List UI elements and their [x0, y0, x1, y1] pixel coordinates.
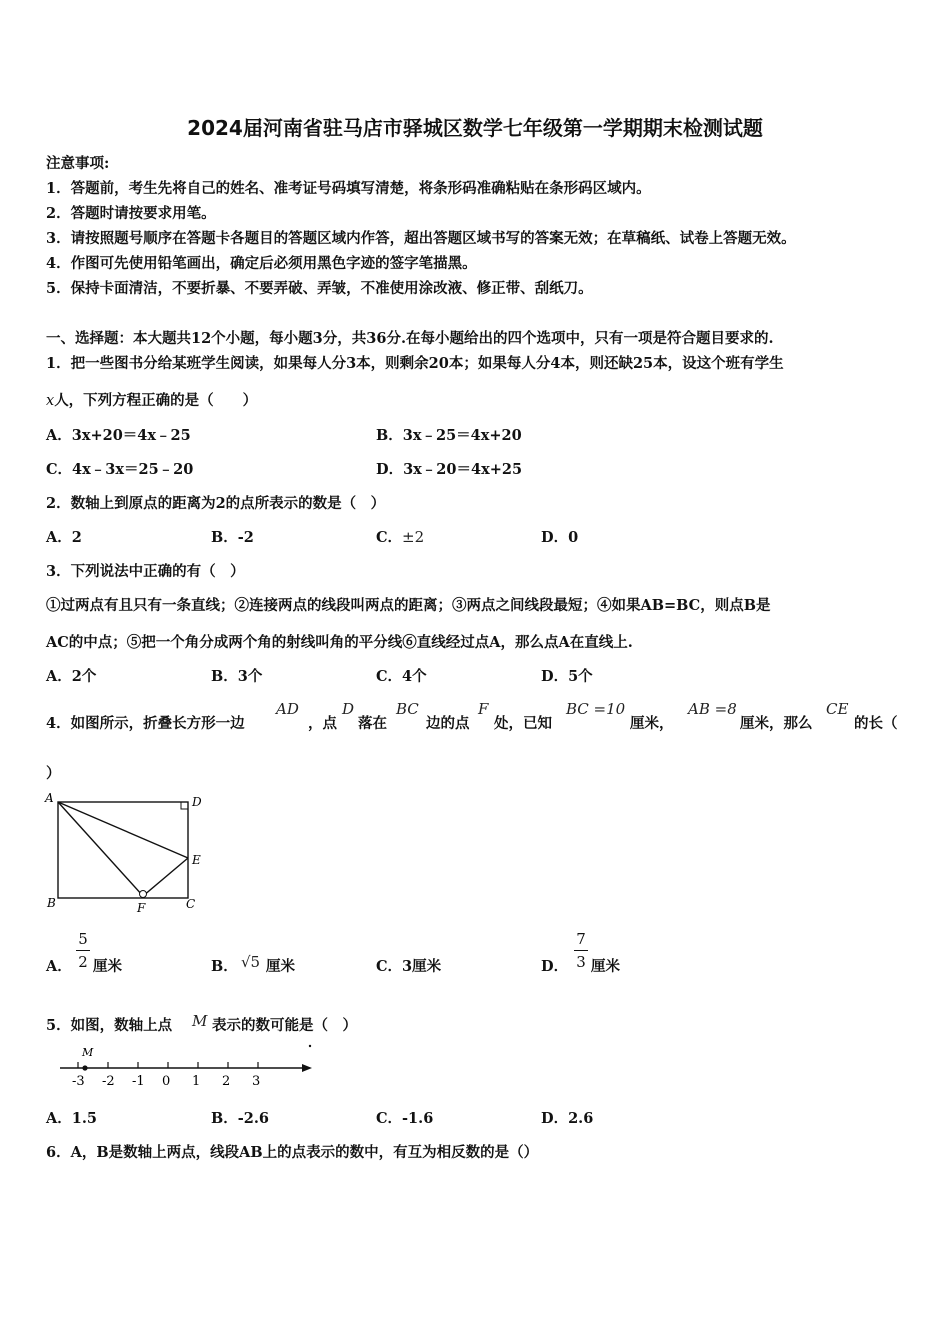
q1-option-b: B．3x﹣25＝4x+20: [376, 427, 522, 444]
q2-option-a: A．2: [46, 529, 82, 546]
q2-option-d: D．0: [541, 529, 579, 546]
q5-option-b: B．-2.6: [211, 1110, 269, 1127]
q4-option-a-fraction: [76, 930, 90, 971]
note-item: 2．答题时请按要求用笔。: [46, 205, 216, 222]
q4-option-d-label: D．: [541, 958, 569, 975]
label-c: C: [186, 897, 196, 911]
q3-option-a: A．2个: [46, 668, 97, 685]
q6-stem: 6．A，B是数轴上两点，线段AB上的点表示的数中，有互为相反数的是（）: [46, 1144, 539, 1161]
segment-fe: [143, 858, 188, 896]
label-a: A: [45, 791, 54, 805]
fraction-bar: [76, 950, 90, 951]
q5-option-d: D．2.6: [541, 1110, 594, 1127]
q4-option-d-unit: 厘米: [591, 958, 620, 975]
q2-stem: 2．数轴上到原点的距离为2的点所表示的数是（ ）: [46, 495, 386, 512]
q5-option-a: A．1.5: [46, 1110, 97, 1127]
number-line-arrow: [302, 1064, 312, 1072]
q4-math-bc10: BC =10: [566, 700, 626, 718]
q4-stem-part6: 厘米，: [630, 715, 674, 732]
fold-line-ae: [58, 802, 188, 858]
q5-stem-part1: 5．如图，数轴上点: [46, 1017, 173, 1034]
q1-stem-line1: 1．把一些图书分给某班学生阅读，如果每人分3本，则剩余20本；如果每人分4本，则还缺25本，设这个班有学生: [46, 355, 784, 372]
q3-option-d: D．5个: [541, 668, 593, 685]
notes-heading: 注意事项:: [46, 155, 110, 172]
q2-option-c-math: ±2: [402, 528, 425, 546]
q5-option-c: C．-1.6: [376, 1110, 434, 1127]
q4-option-d-denominator: 3: [576, 953, 586, 971]
segment-af: [58, 802, 143, 896]
q4-option-b-math: √5: [241, 953, 261, 971]
note-item: 5．保持卡面清洁，不要折暴、不要弄破、弄皱，不准使用涂改液、修正带、刮纸刀。: [46, 280, 593, 297]
q3-option-c: C．4个: [376, 668, 427, 685]
q4-math-f: F: [478, 700, 489, 718]
q4-option-b-label: B．: [211, 958, 238, 975]
number-line-ticks: [72, 1062, 260, 1089]
tick-label: 3: [252, 1074, 261, 1089]
q4-stem-part4: 边的点: [426, 715, 470, 732]
q4-option-a-unit: 厘米: [93, 958, 122, 975]
q1-stem-line2: [46, 389, 257, 410]
q2-option-c-label: C．: [376, 529, 403, 546]
q4-option-b-unit: 厘米: [266, 958, 295, 975]
q5-stem-part2: 表示的数可能是（ ）: [212, 1017, 357, 1034]
q4-rectangle-figure: [40, 788, 210, 918]
q4-stem-part5: 处，已知: [494, 715, 552, 732]
q3-stem: 3．下列说法中正确的有（ ）: [46, 563, 245, 580]
q4-math-ad: AD: [276, 700, 299, 718]
q4-option-c: C．3厘米: [376, 958, 442, 975]
tick-label: -1: [132, 1074, 145, 1089]
q4-option-d-fraction: [574, 930, 588, 971]
section-heading: 一、选择题：本大题共12个小题，每小题3分，共36分.在每小题给出的四个选项中，只有一项是符合题目要求的.: [46, 330, 774, 347]
q1-variable: x: [46, 393, 55, 409]
q4-stem-part1: 4．如图所示，折叠长方形一边: [46, 715, 245, 732]
label-f: F: [137, 901, 146, 915]
point-m-marker: [82, 1065, 87, 1070]
tick-label: -3: [72, 1074, 85, 1089]
note-item: 1．答题前，考生先将自己的姓名、准考证号码填写清楚，将条形码准确粘贴在条形码区域内。: [46, 180, 651, 197]
q4-math-d: D: [342, 700, 355, 718]
q4-option-a-label: A．: [46, 958, 72, 975]
q4-stem-part8: 的长（: [854, 715, 898, 732]
q2-option-b: B．-2: [211, 529, 254, 546]
tick-label: -2: [102, 1074, 115, 1089]
tick-label: 1: [192, 1074, 201, 1089]
q1-option-d: D．3x﹣20＝4x+25: [376, 461, 523, 478]
q3-statements-line1: ①过两点有且只有一条直线；②连接两点的线段叫两点的距离；③两点之间线段最短；④如果AB=BC，则点B是: [46, 597, 771, 614]
q3-option-b: B．3个: [211, 668, 263, 685]
q4-math-ce: CE: [826, 700, 849, 718]
q4-stem-part3: 落在: [358, 715, 387, 732]
q3-statements-line2: AC的中点；⑤把一个角分成两个角的射线叫角的平分线⑥直线经过点A，那么点A在直线上.: [46, 634, 633, 651]
q1-stem-rest: 人，下列方程正确的是（ ）: [54, 392, 258, 409]
q4-math-ab8: AB =8: [688, 700, 737, 718]
q4-stem-close: ）: [46, 765, 61, 782]
right-angle-mark: [181, 802, 188, 809]
q5-number-line: [56, 1040, 326, 1092]
note-item: 3．请按照题号顺序在答题卡各题目的答题区域内作答，超出答题区域书写的答案无效；在草稿纸、试卷上答题无效。: [46, 230, 796, 247]
note-item: 4．作图可先使用铅笔画出，确定后必须用黑色字迹的签字笔描黑。: [46, 255, 477, 272]
q1-option-a: A．3x+20＝4x﹣25: [46, 427, 191, 444]
fraction-bar: [574, 950, 588, 951]
point-f-marker: [140, 891, 147, 898]
label-d: D: [192, 795, 202, 809]
q4-option-a-denominator: 2: [78, 953, 88, 971]
label-e: E: [192, 853, 201, 867]
q4-option-a-numerator: 5: [78, 930, 88, 948]
q5-math-m: M: [192, 1012, 208, 1030]
q2-option-c: [376, 526, 424, 547]
q4-stem-part2: ，点: [308, 715, 337, 732]
q4-option-d-numerator: 7: [576, 930, 586, 948]
q4-math-bc: BC: [396, 700, 419, 718]
tick-label: 0: [162, 1074, 171, 1089]
point-m-label: M: [82, 1046, 94, 1059]
tick-label: 2: [222, 1074, 231, 1089]
page-title: 2024届河南省驻马店市驿城区数学七年级第一学期期末检测试题: [187, 116, 763, 140]
q4-stem-part7: 厘米，那么: [740, 715, 813, 732]
stray-dot: [309, 1045, 311, 1047]
label-b: B: [47, 896, 56, 910]
q1-option-c: C．4x﹣3x＝25﹣20: [46, 461, 194, 478]
